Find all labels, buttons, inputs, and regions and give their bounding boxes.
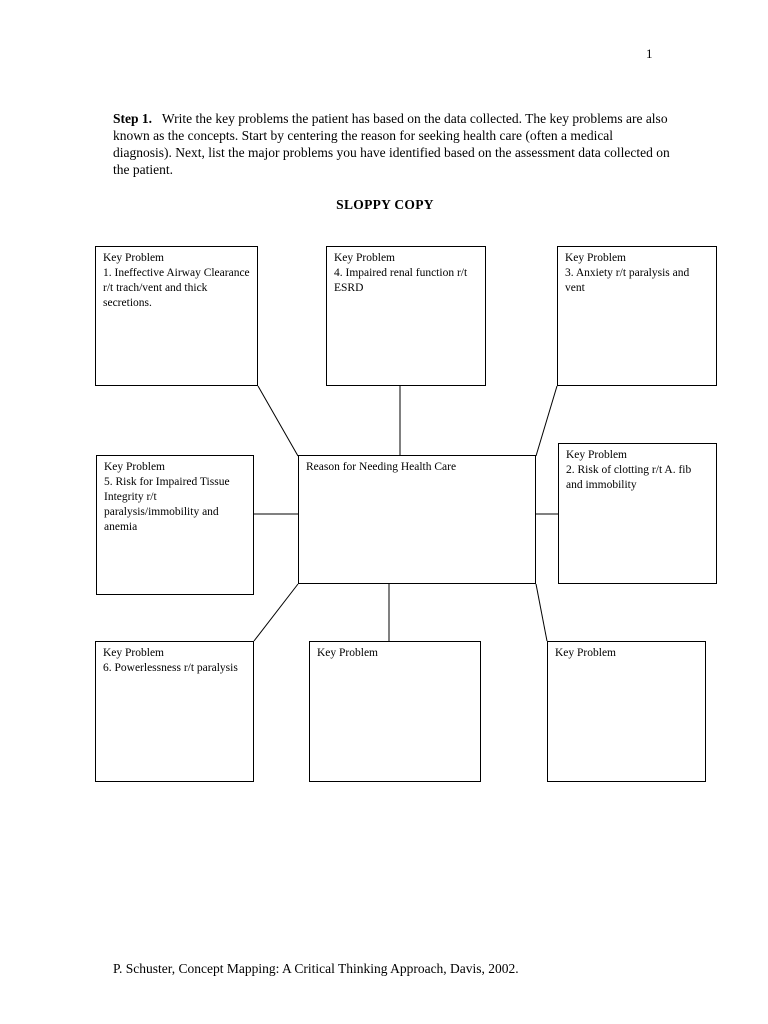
key-problem-box-4 [326, 246, 486, 386]
box-text: 4. Impaired renal function r/t ESRD [334, 267, 468, 294]
key-problem-box-8 [547, 641, 706, 782]
connector-bottom-right [536, 584, 547, 641]
key-problem-box-3 [557, 246, 717, 386]
key-problem-box-1 [95, 246, 258, 386]
box-heading: Key Problem [334, 252, 396, 264]
step-body: Write the key problems the patient has based on the data collected. The key problems are also known as the concepts. Start by centering the reason for seeking health care (often a medical diagnosis). Next, list the major problems you have identified based on the assessment data collected on the patient. [113, 111, 670, 177]
step-label: Step 1. [113, 111, 153, 126]
box-text: 2. Risk of clotting r/t A. fib and immobility [566, 464, 692, 491]
sheet-title: SLOPPY COPY [336, 197, 434, 212]
connector-top-right [536, 386, 557, 456]
box-heading: Key Problem [317, 647, 379, 659]
box-heading: Key Problem [104, 461, 166, 473]
box-heading: Key Problem [555, 647, 617, 659]
citation: P. Schuster, Concept Mapping: A Critical Thinking Approach, Davis, 2002. [113, 961, 519, 976]
box-heading: Key Problem [566, 449, 628, 461]
page-number: 1 [646, 46, 653, 61]
key-problem-box-2 [558, 443, 717, 584]
connector-bottom-left [254, 584, 298, 641]
box-text: 3. Anxiety r/t paralysis and vent [565, 267, 690, 294]
box-heading: Key Problem [103, 647, 165, 659]
box-heading: Key Problem [103, 252, 165, 264]
key-problem-box-7 [309, 641, 481, 782]
box-heading: Reason for Needing Health Care [306, 461, 457, 473]
key-problem-box-5 [96, 455, 254, 595]
reason-for-care-box [298, 455, 536, 584]
box-text: 5. Risk for Impaired Tissue Integrity r/t paralysis/immobility and anemia [104, 476, 230, 533]
box-heading: Key Problem [565, 252, 627, 264]
box-text: 6. Powerlessness r/t paralysis [103, 662, 238, 674]
connector-top-left [258, 386, 298, 456]
box-text: 1. Ineffective Airway Clearance r/t trach/vent and thick secretions. [103, 267, 250, 309]
key-problem-box-6 [95, 641, 254, 782]
